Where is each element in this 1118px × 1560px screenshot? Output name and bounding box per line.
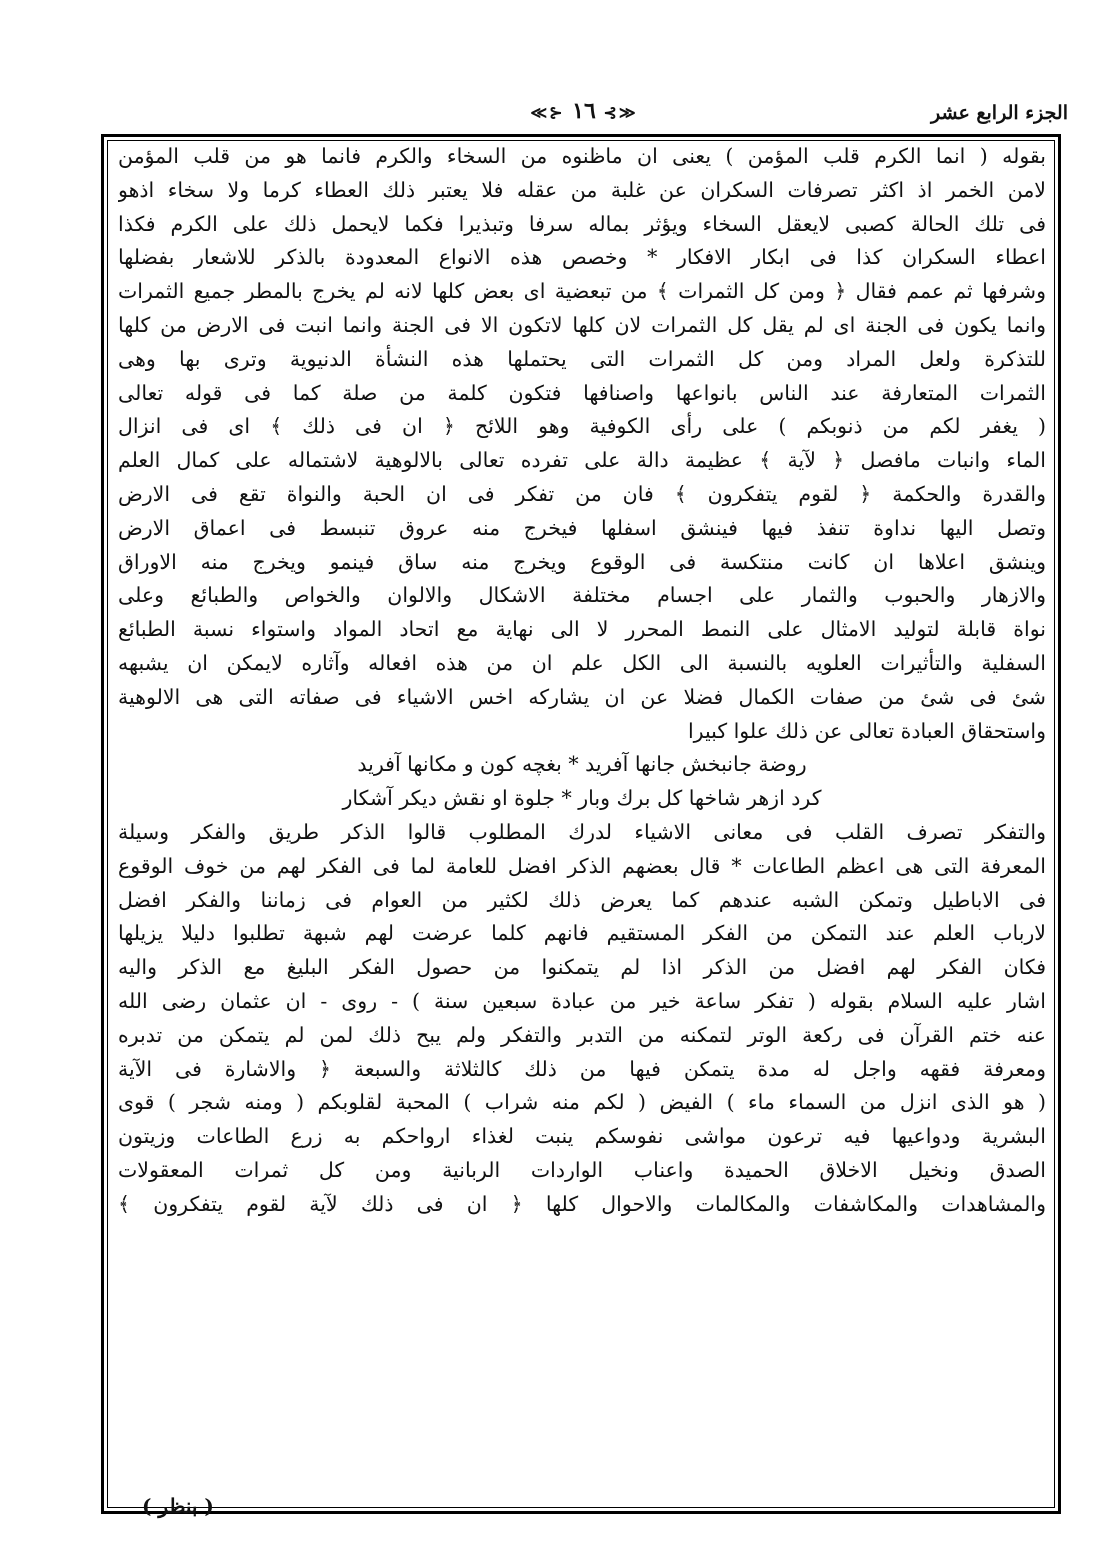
- text-line: وتصل اليها نداوة تنفذ فيها فينشق اسفلها فيخرج منه عروق تنبسط فى اعماق الارض: [118, 515, 1046, 540]
- text-line: فى تلك الحالة كصبى لايعقل السخاء ويؤثر بماله سرفا وتبذيرا فكما لايحمل ذلك على الكرم فكذا: [118, 211, 1046, 236]
- running-head: الجزء الرابع عشر: [931, 102, 1068, 124]
- text-line: بقوله ( انما الكرم قلب المؤمن ) يعنى ان ماظنوه من السخاء والكرم فانما هو من قلب المؤمن: [118, 144, 1046, 168]
- text-line: وانما يكون فى الجنة اى لم يقل كل الثمرات لان كلها لاتكون الا فى الجنة وانما انبت فى الارض من كلها: [118, 312, 1046, 337]
- text-line: الماء وانبات مافصل ﴿ لآية ﴾ عظيمة دالة على تفرده تعالى بالالوهية لاشتماله على كمال العلم: [118, 448, 1046, 473]
- text-line: شئ فى شئ من صفات الكمال فضلا عن ان يشاركه اخس الاشياء فى صفاته التى هى الالوهية: [118, 684, 1046, 709]
- ornament-left: ⊰≫: [530, 103, 565, 122]
- text-line: البشرية ودواعيها فيه ترعون مواشى نفوسكم ينبت لغذاء ارواحكم به زرع الطاعات وزيتون: [118, 1124, 1046, 1149]
- ornament-right: ≪⊱: [603, 103, 638, 122]
- text-line: والمشاهدات والمكاشفات والمكالمات والاحوال كلها ﴿ ان فى ذلك لآية لقوم يتفكرون ﴾: [118, 1191, 1046, 1216]
- page-number-block: [530, 98, 637, 124]
- text-line: ( هو الذى انزل من السماء ماء ) الفيض ( لكم منه شراب ) المحبة لقلوبكم ( ومنه شجر ) قوى: [118, 1090, 1046, 1115]
- text-line: وينشق اعلاها ان كانت منتكسة فى الوقوع ويخرج منه ساق فينمو ويخرج منه الاوراق: [118, 549, 1046, 574]
- text-line: نواة قابلة لتوليد الامثال على النمط المحرر لا الى نهاية مع اتحاد المواد واستواء نسبة الطبائع: [118, 617, 1046, 642]
- text-line: لارباب العلم عند التمكن من الفكر المستقيم فانهم كلما عرضت لهم شبهة تطلبوا دليلا يزيلها: [118, 921, 1046, 946]
- text-line: والتفكر تصرف القلب فى معانى الاشياء لدرك المطلوب قالوا الذكر طريق والفكر وسيلة: [118, 819, 1046, 844]
- text-line: ( يغفر لكم من ذنوبكم ) على رأى الكوفية وهو اللائح ﴿ ان فى ذلك ﴾ اى فى انزال: [118, 414, 1046, 439]
- text-line: وشرفها ثم عمم فقال ﴿ ومن كل الثمرات ﴾ من تبعضية اى بعض كلها لانه لم يخرج بالمطر جميع الثمرات: [118, 279, 1046, 304]
- text-line: الثمرات المتعارفة عند الناس بانواعها واصنافها فتكون كلمة من صلة كما فى قوله تعالى: [118, 380, 1046, 405]
- text-line: والقدرة والحكمة ﴿ لقوم يتفكرون ﴾ فان من تفكر فى ان الحبة والنواة تقع فى الارض: [118, 481, 1046, 506]
- text-line: لامن الخمر اذ اكثر تصرفات السكران عن غلبة من عقله فلا يعتبر ذلك العطاء كرما ولا سخاء اذهو: [118, 177, 1046, 202]
- text-line: والازهار والحبوب والثمار على اجسام مختلفة الاشكال والالوان والخواص والطبائع وعلى: [118, 583, 1046, 608]
- catchword: ( بنظر ): [142, 1494, 214, 1518]
- text-line: الصدق ونخيل الاخلاق الحميدة واعناب الواردات الربانية ومن كل ثمرات المعقولات: [118, 1157, 1046, 1182]
- text-line: فى الاباطيل وتمكن الشبه عندهم كما يعرض ذلك لكثير من العوام فى زماننا والفكر افضل: [118, 887, 1046, 912]
- text-line: اعطاء السكران كذا فى ابكار الافكار * وخصص هذه الانواع المعدودة بالذكر للاشعار بفضلها: [118, 245, 1046, 270]
- text-line: عنه ختم القرآن فى ركعة الوتر لتمكنه من التدبر والتفكر ولم يبح ذلك لمن لم يتمكن من تدبره: [118, 1022, 1046, 1047]
- text-line: للتذكرة ولعل المراد ومن كل الثمرات التى يحتملها هذه النشأة الدنيوية وترى بها وهى: [118, 346, 1046, 371]
- page-header: [100, 96, 1068, 136]
- page-number: ١٦: [572, 98, 596, 124]
- poem-verse: كرد ازهر شاخها كل برك وبار * جلوة او نقش ديكر آشكار: [342, 786, 822, 811]
- text-line: المعرفة التى هى اعظم الطاعات * قال بعضهم الذكر افضل للعامة لما فى الفكر لهم من خوف الوقوع: [118, 853, 1046, 878]
- text-line: ومعرفة فقهه واجل له مدة يتمكن فيها من ذلك كالثلاثة والسبعة ﴿ والاشارة فى الآية: [118, 1056, 1046, 1081]
- text-line: واستحقاق العبادة تعالى عن ذلك علوا كبيرا: [687, 718, 1046, 743]
- poem-verse: روضة جانبخش جانها آفريد * بغچه كون و مكانها آفريد: [357, 752, 807, 777]
- text-line: فكان الفكر لهم افضل من الذكر اذا لم يتمكنوا من حصول الفكر البليغ مع الذكر واليه: [118, 955, 1046, 980]
- text-line: السفلية والتأثيرات العلويه بالنسبة الى الكل علم ان من هذه افعاله وآثاره لايمكن ان يشبهه: [118, 650, 1046, 675]
- text-line: اشار عليه السلام بقوله ( تفكر ساعة خير من عبادة سبعين سنة ) - روى - ان عثمان رضى الله: [118, 988, 1046, 1013]
- main-text: [118, 140, 1046, 1222]
